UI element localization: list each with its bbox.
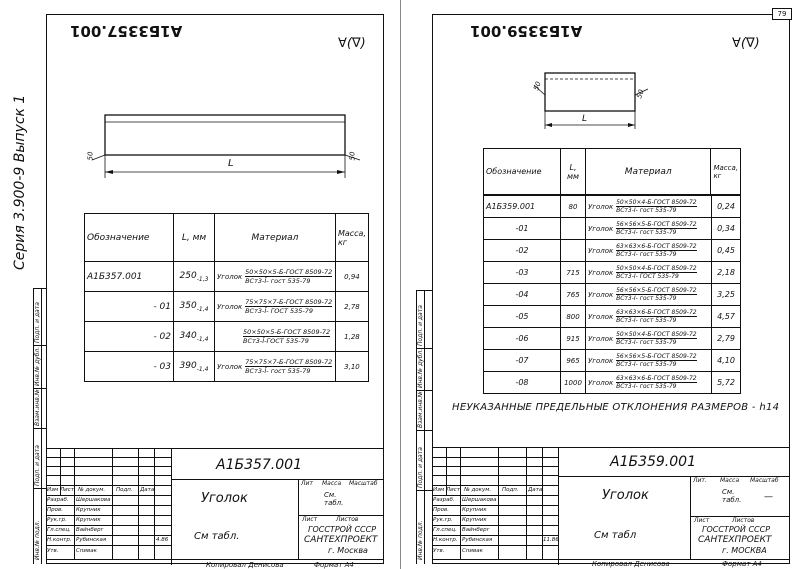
- left-table-row: [85, 292, 369, 322]
- left-angle-drawing: [80, 100, 370, 185]
- right-mirrored-code-text: A1Б3359.001: [470, 22, 583, 40]
- left-dim-side-2: 50: [348, 151, 357, 161]
- left-tb-person-name: Вайнберг: [76, 527, 104, 533]
- left-th-material: Материал: [215, 214, 336, 262]
- right-tb-scale-v: —: [764, 492, 773, 502]
- right-tb-format: Формат А4: [722, 560, 762, 568]
- right-tb-person-name: Крупник: [462, 507, 487, 513]
- right-th-material: Материал: [586, 149, 711, 195]
- right-tb-code: А1Б359.001: [610, 454, 696, 470]
- right-row-material: [586, 328, 712, 350]
- right-tb-grid: [432, 448, 558, 559]
- right-row-code: -07: [484, 350, 561, 372]
- right-row-mat1: 56×56×5-Б-ГОСТ 8509-72: [616, 221, 697, 228]
- right-row-code: -01: [484, 218, 561, 240]
- left-spec-table: [84, 213, 369, 382]
- right-row-material: [586, 262, 712, 284]
- left-tb-sheet: Лист: [302, 516, 318, 523]
- right-tb-date: 11.86: [543, 537, 559, 543]
- right-table-row: [484, 240, 741, 262]
- right-tb-hdr-doc: № докум.: [464, 487, 492, 493]
- right-row-mat1: 63×63×6-Б-ГОСТ 8509-72: [616, 243, 697, 250]
- left-tb-copied: Копировал Денисова: [206, 561, 284, 569]
- right-tb-material: См табл: [594, 530, 637, 541]
- right-row-mat2: ВСт3-Ī- гост 535-79: [616, 251, 677, 258]
- right-tb-person-role: Н.контр.: [433, 537, 458, 543]
- right-tb-copied: Копировал Денисова: [592, 560, 670, 568]
- right-mirrored-code: [470, 22, 582, 40]
- left-tb-person-name: Шершакова: [76, 497, 111, 503]
- left-row-shape: Уголок: [217, 363, 243, 371]
- right-tb-person-role: Утв.: [433, 548, 445, 554]
- left-roughness-symbol: ∀(∇): [338, 36, 366, 51]
- left-table-row: [85, 322, 369, 352]
- right-th-length: L, мм: [561, 149, 586, 195]
- right-roughness-symbol: ∀(∇): [732, 36, 760, 51]
- left-row-code: А1Б357.001: [85, 262, 174, 292]
- left-tb-person-role: Утв.: [47, 548, 59, 554]
- left-tb-grid: [46, 449, 171, 559]
- left-side-label: Подп. и дата: [34, 302, 41, 343]
- left-row-material: [215, 292, 336, 322]
- right-row-mat1: 63×63×6-Б-ГОСТ 8509-72: [616, 309, 697, 316]
- right-row-shape: Уголок: [588, 203, 614, 211]
- right-row-shape: Уголок: [588, 379, 614, 387]
- right-tb-person-name: Рубинская: [462, 537, 493, 543]
- right-tb-org1: ГОССТРОЙ СССР: [702, 525, 771, 534]
- right-tb-org3: г. МОСКВА: [722, 546, 767, 555]
- left-tb-hdr-doc: № докум.: [78, 487, 106, 493]
- right-tb-person-name: Шершакова: [462, 497, 497, 503]
- right-row-mass: 2,18: [712, 262, 741, 284]
- right-row-code: -08: [484, 372, 561, 394]
- left-th-mass: Масса, кг: [335, 214, 368, 262]
- left-table-row: [85, 262, 369, 292]
- left-tb-org1: ГОССТРОЙ СССР: [308, 525, 377, 534]
- right-row-len: 1000: [561, 372, 586, 394]
- left-tb-scale-h: Масштаб: [349, 480, 378, 487]
- right-row-mass: 3,25: [712, 284, 741, 306]
- left-tb-hdr-izm: Изм: [47, 487, 59, 493]
- right-row-material: [586, 218, 712, 240]
- right-row-mat1: 63×63×6-Б-ГОСТ 8509-72: [616, 375, 697, 382]
- right-spec-body: [483, 195, 741, 394]
- right-row-material: [586, 350, 712, 372]
- left-row-tol: -1,4: [196, 365, 209, 373]
- left-side-label: Инв.№ дубл.: [34, 346, 41, 386]
- left-tb-format: Формат А4: [314, 561, 354, 569]
- left-row-mass: 0,94: [335, 262, 368, 292]
- right-row-code: -05: [484, 306, 561, 328]
- left-tb-mass-h: Масса: [322, 480, 342, 487]
- right-title-block: [432, 447, 790, 568]
- right-row-code: -06: [484, 328, 561, 350]
- left-tb-name: Уголок: [201, 491, 248, 506]
- left-row-shape: Уголок: [217, 303, 243, 311]
- left-th-designation: Обозначение: [85, 214, 174, 262]
- left-row-len-val: 350: [179, 300, 197, 311]
- left-tb-person-name: Крупник: [76, 517, 101, 523]
- right-row-len: 915: [561, 328, 586, 350]
- page-number: 79: [777, 10, 787, 18]
- left-tb-mass-v: См. табл.: [324, 491, 344, 507]
- left-dim-side-1: 50: [86, 151, 95, 161]
- right-row-mat2: ВСт3-Ī- гост 535-79: [616, 295, 677, 302]
- right-row-material: [586, 306, 712, 328]
- left-tb-org2: САНТЕХПРОЕКТ: [304, 535, 378, 545]
- left-row-mass: 1,28: [335, 322, 368, 352]
- left-tb-sheets: Листов: [336, 516, 359, 523]
- left-mirrored-code: [70, 22, 182, 40]
- left-row-code: - 03: [85, 352, 174, 382]
- right-tb-mass-v: См. табл.: [722, 488, 742, 504]
- right-side-label: Подп. и дата: [417, 447, 424, 488]
- left-th-length: L, мм: [174, 214, 215, 262]
- right-dim-side-1: 50: [532, 80, 543, 92]
- left-row-len: [174, 262, 215, 292]
- right-side-strip-divider: [416, 490, 432, 491]
- left-row-len-val: 340: [179, 330, 197, 341]
- right-th-designation: Обозначение: [484, 149, 561, 195]
- left-row-material: [215, 262, 336, 292]
- left-tb-date: 4.86: [156, 537, 169, 543]
- left-tb-person-role: Гл.спец.: [47, 527, 71, 533]
- right-row-len: 80: [561, 196, 586, 218]
- left-row-mat1: 75×75×7-Б-ГОСТ 8509-72: [245, 358, 333, 366]
- right-row-mat1: 50×50×4-Б-ГОСТ 8509-72: [616, 265, 697, 272]
- left-row-mat2: ВСт3-Ī- гост 535-79: [245, 367, 311, 375]
- left-row-material: [215, 352, 336, 382]
- left-tb-code: А1Б357.001: [216, 457, 302, 473]
- right-table-rows: [483, 195, 741, 394]
- left-row-len-val: 250: [179, 270, 197, 281]
- left-row-code: - 01: [85, 292, 174, 322]
- left-side-strip-divider: [33, 428, 46, 429]
- page-number-box: [772, 8, 792, 20]
- left-row-mass: 2,78: [335, 292, 368, 322]
- left-row-len: [174, 322, 215, 352]
- right-row-shape: Уголок: [588, 291, 614, 299]
- left-row-mat2: ВСт3-Ī-ГОСТ 535-79: [243, 337, 309, 345]
- left-tb-hdr-date: Дата: [140, 487, 155, 493]
- left-row-len: [174, 352, 215, 382]
- right-row-mass: 0,34: [712, 218, 741, 240]
- right-row-len: 965: [561, 350, 586, 372]
- right-th-mass: Масса, кг: [711, 149, 741, 195]
- right-side-strip-divider: [416, 430, 432, 431]
- right-row-shape: Уголок: [588, 269, 614, 277]
- right-tb-hdr-izm: Изм: [433, 487, 445, 493]
- right-side-label: Инв.№ подл.: [417, 520, 424, 560]
- left-tb-person-name: Рубинская: [76, 537, 107, 543]
- left-row-mat1: 50×50×5-Б-ГОСТ 8509-72: [243, 328, 331, 336]
- left-row-tol: -1,4: [196, 335, 209, 343]
- left-row-tol: -1,4: [196, 305, 209, 313]
- right-table-row: [484, 306, 741, 328]
- right-tb-scale-h: Масштаб: [750, 477, 779, 484]
- left-tb-person-name: Крупник: [76, 507, 101, 513]
- left-series-text: Серия 3.900-9 Выпуск 1: [12, 94, 28, 270]
- left-tb-person-role: Н.контр.: [47, 537, 72, 543]
- right-row-len: [561, 218, 586, 240]
- right-row-shape: Уголок: [588, 357, 614, 365]
- right-angle-drawing: [530, 65, 660, 135]
- left-tb-hdr-list: Лист: [60, 487, 74, 493]
- right-spec-table: [483, 148, 741, 195]
- right-row-mass: 5,72: [712, 372, 741, 394]
- left-tb-lit: Лит: [301, 480, 313, 487]
- left-side-strip-line: [41, 288, 42, 564]
- right-row-code: -04: [484, 284, 561, 306]
- right-row-material: [586, 284, 712, 306]
- left-row-len: [174, 292, 215, 322]
- left-tb-hdr-sign: Подп.: [116, 487, 133, 493]
- left-row-mass: 3,10: [335, 352, 368, 382]
- left-row-mat2: ВСт3-Ī- гост 535-79: [245, 277, 311, 285]
- right-tb-person-role: Разраб.: [433, 497, 455, 503]
- right-dim-length: L: [582, 114, 588, 124]
- right-row-mat2: ВСт3-Ī- гост 535-79: [616, 361, 677, 368]
- right-tb-org2: САНТЕХПРОЕКТ: [698, 535, 772, 545]
- left-tb-person-role: Пров.: [47, 507, 63, 513]
- left-row-mat1: 75×75×7-Б-ГОСТ 8509-72: [245, 298, 333, 306]
- right-tb-sheet: Лист: [694, 517, 710, 524]
- right-row-mat1: 50×50×4-Б-ГОСТ 8509-72: [616, 199, 697, 206]
- right-row-code: А1Б359.001: [484, 196, 561, 218]
- left-row-shape: Уголок: [217, 273, 243, 281]
- right-side-label: Взам.инв.№: [417, 391, 424, 428]
- left-row-len-val: 390: [179, 360, 197, 371]
- right-row-len: 765: [561, 284, 586, 306]
- right-row-mat1: 50×50×4-Б-ГОСТ 8509-72: [616, 331, 697, 338]
- right-table-row: [484, 350, 741, 372]
- left-row-tol: -1,3: [196, 275, 209, 283]
- right-row-mass: 0,24: [712, 196, 741, 218]
- right-row-len: 715: [561, 262, 586, 284]
- left-dim-length: L: [228, 158, 234, 169]
- right-side-strip-line: [424, 290, 425, 564]
- right-tb-person-role: Гл.спец.: [433, 527, 457, 533]
- right-row-material: [586, 240, 712, 262]
- right-table-row: [484, 372, 741, 394]
- right-table-row: [484, 218, 741, 240]
- right-tb-hdr-sign: Подп.: [502, 487, 519, 493]
- right-tb-mass-h: Масса: [720, 477, 740, 484]
- right-row-material: [586, 372, 712, 394]
- right-row-shape: Уголок: [588, 225, 614, 233]
- right-tb-person-role: Рук.гр.: [433, 517, 453, 523]
- right-tb-hdr-list: Лист: [446, 487, 460, 493]
- left-table-row: [85, 352, 369, 382]
- right-side-label: Подп. и дата: [417, 305, 424, 346]
- right-table-row: [484, 284, 741, 306]
- right-row-mat2: ВСт3-Ī- гост 535-79: [616, 207, 677, 214]
- right-row-code: -02: [484, 240, 561, 262]
- right-row-shape: Уголок: [588, 247, 614, 255]
- right-table-row: [484, 262, 741, 284]
- right-row-mass: 0,45: [712, 240, 741, 262]
- right-row-mass: 4,57: [712, 306, 741, 328]
- right-row-mat2: ВСт3-Ī- гост 535-79: [616, 383, 677, 390]
- right-row-shape: Уголок: [588, 313, 614, 321]
- left-tb-person-role: Рук.гр.: [47, 517, 67, 523]
- right-tb-person-name: Крупник: [462, 517, 487, 523]
- left-tb-material: См табл.: [194, 531, 240, 542]
- page-divider: [400, 0, 401, 569]
- left-title-block: [46, 448, 384, 569]
- right-side-label: Инв.№ дубл.: [417, 348, 424, 388]
- left-tb-person-role: Разраб.: [47, 497, 69, 503]
- right-row-len: 800: [561, 306, 586, 328]
- left-side-label: Инв.№ подл.: [34, 520, 41, 560]
- left-row-mat2: ВСт3-Ī- ГОСТ 535-79: [245, 307, 314, 315]
- right-dim-side-2: 50: [635, 88, 646, 100]
- right-row-mat2: ВСт3-Ī- гост 535-79: [616, 339, 677, 346]
- left-tb-person-name: Спивак: [76, 548, 97, 554]
- right-tb-person-name: Спивак: [462, 548, 483, 554]
- right-tb-sheets: Листов: [732, 517, 755, 524]
- right-tb-person-name: Вайнберг: [462, 527, 490, 533]
- right-row-mat1: 56×56×5-Б-ГОСТ 8509-72: [616, 353, 697, 360]
- right-side-strip-divider: [416, 290, 432, 291]
- left-side-label: Подп. и дата: [34, 445, 41, 486]
- right-row-shape: Уголок: [588, 335, 614, 343]
- left-row-mat1: 50×50×5-Б-ГОСТ 8509-72: [245, 268, 333, 276]
- left-side-label: Взам.инв.№: [34, 389, 41, 426]
- left-tb-org3: г. Москва: [328, 546, 368, 555]
- right-row-code: -03: [484, 262, 561, 284]
- right-row-mat2: ВСт3-Ī- ГОСТ 535-79: [616, 273, 679, 280]
- right-tb-hdr-date: Дата: [528, 487, 543, 493]
- right-table-row: [484, 196, 741, 218]
- right-row-mass: 4,10: [712, 350, 741, 372]
- right-table-row: [484, 328, 741, 350]
- right-row-mat2: ВСт3-Ī- гост 535-79: [616, 229, 677, 236]
- right-tb-person-role: Пров.: [433, 507, 449, 513]
- right-row-mat2: ВСт3-Ī- гост 535-79: [616, 317, 677, 324]
- right-row-material: [586, 196, 712, 218]
- right-note: НЕУКАЗАННЫЕ ПРЕДЕЛЬНЫЕ ОТКЛОНЕНИЯ РАЗМЕРОВ - h14: [452, 402, 780, 413]
- right-row-len: [561, 240, 586, 262]
- right-tb-name: Уголок: [602, 488, 649, 503]
- left-side-strip-divider: [33, 488, 46, 489]
- left-side-strip-divider: [33, 345, 46, 346]
- left-row-code: - 02: [85, 322, 174, 352]
- right-row-mass: 2,79: [712, 328, 741, 350]
- left-mirrored-code-text: A1Б3357.001: [70, 22, 183, 40]
- left-side-strip-divider: [33, 288, 46, 289]
- right-row-mat1: 56×56×5-Б-ГОСТ 8509-72: [616, 287, 697, 294]
- left-row-material: [215, 322, 336, 352]
- right-tb-lit: Лит.: [693, 477, 707, 484]
